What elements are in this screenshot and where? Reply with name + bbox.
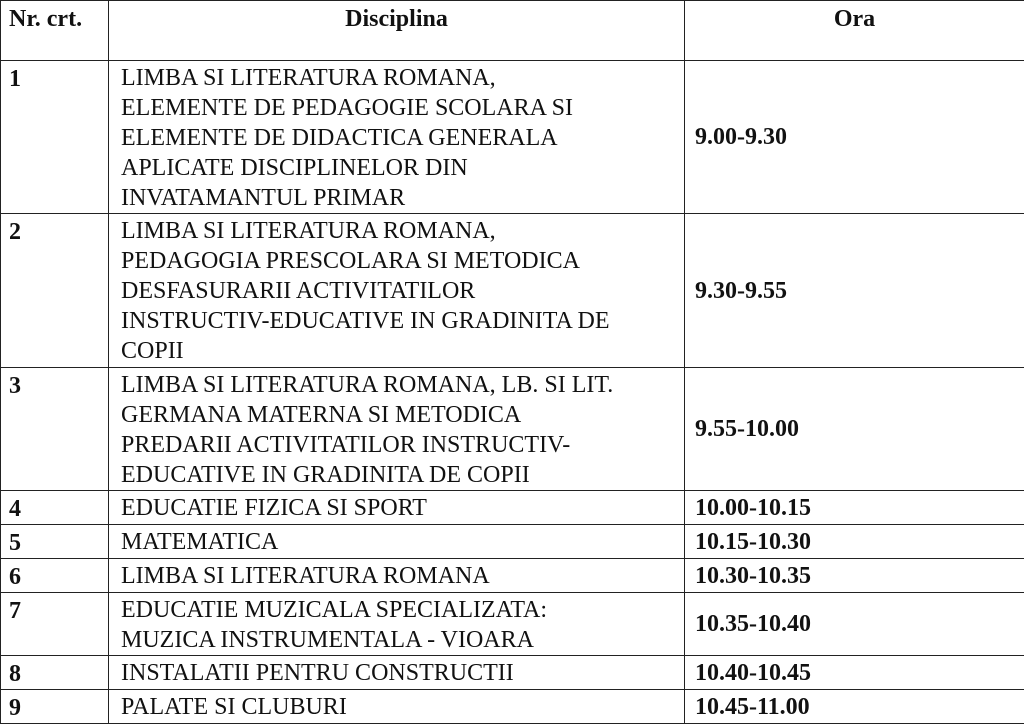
- disciplina-line: EDUCATIE FIZICA SI SPORT: [121, 493, 676, 523]
- table-row: [1, 525, 1024, 559]
- disciplina-line: LIMBA SI LITERATURA ROMANA, LB. SI LIT.: [121, 370, 676, 400]
- disciplina-line: MATEMATICA: [121, 527, 676, 557]
- table-row: [1, 656, 1024, 690]
- disciplina-line: GERMANA MATERNA SI METODICA: [121, 400, 676, 430]
- table-row: [1, 214, 1024, 368]
- table-row: [1, 559, 1024, 593]
- disciplina-line: LIMBA SI LITERATURA ROMANA: [121, 561, 676, 591]
- row-ora: 9.55-10.00: [685, 368, 1024, 491]
- disciplina-line: PALATE SI CLUBURI: [121, 692, 676, 722]
- row-ora: 10.30-10.35: [685, 559, 1024, 593]
- disciplina-line: EDUCATIVE IN GRADINITA DE COPII: [121, 460, 676, 490]
- row-disciplina: [109, 525, 685, 559]
- row-disciplina: [109, 656, 685, 690]
- row-number: 5: [1, 525, 109, 559]
- row-ora: 9.30-9.55: [685, 214, 1024, 368]
- row-number: 4: [1, 491, 109, 525]
- disciplina-line: LIMBA SI LITERATURA ROMANA,: [121, 216, 676, 246]
- table-row: [1, 690, 1024, 724]
- disciplina-line: MUZICA INSTRUMENTALA - VIOARA: [121, 625, 676, 655]
- header-nr-crt: Nr. crt.: [1, 1, 109, 61]
- disciplina-line: INSTRUCTIV-EDUCATIVE IN GRADINITA DE: [121, 306, 676, 336]
- row-number: 1: [1, 61, 109, 214]
- header-row: [1, 1, 1024, 61]
- row-number: 3: [1, 368, 109, 491]
- row-number: 8: [1, 656, 109, 690]
- disciplina-line: EDUCATIE MUZICALA SPECIALIZATA:: [121, 595, 676, 625]
- disciplina-line: DESFASURARII ACTIVITATILOR: [121, 276, 676, 306]
- row-disciplina: [109, 368, 685, 491]
- row-ora: 10.35-10.40: [685, 593, 1024, 656]
- row-disciplina: [109, 61, 685, 214]
- row-disciplina: [109, 690, 685, 724]
- disciplina-line: ELEMENTE DE DIDACTICA GENERALA: [121, 123, 676, 153]
- row-disciplina: [109, 214, 685, 368]
- row-ora: 9.00-9.30: [685, 61, 1024, 214]
- disciplina-line: INSTALATII PENTRU CONSTRUCTII: [121, 658, 676, 688]
- header-disciplina: Disciplina: [109, 1, 685, 61]
- table-row: [1, 368, 1024, 491]
- row-ora: 10.45-11.00: [685, 690, 1024, 724]
- row-number: 6: [1, 559, 109, 593]
- table-row: [1, 593, 1024, 656]
- row-number: 2: [1, 214, 109, 368]
- row-ora: 10.15-10.30: [685, 525, 1024, 559]
- row-ora: 10.00-10.15: [685, 491, 1024, 525]
- disciplina-line: COPII: [121, 336, 676, 366]
- disciplina-line: PEDAGOGIA PRESCOLARA SI METODICA: [121, 246, 676, 276]
- table-row: [1, 61, 1024, 214]
- row-disciplina: [109, 593, 685, 656]
- row-number: 7: [1, 593, 109, 656]
- row-ora: 10.40-10.45: [685, 656, 1024, 690]
- row-number: 9: [1, 690, 109, 724]
- disciplina-line: ELEMENTE DE PEDAGOGIE SCOLARA SI: [121, 93, 676, 123]
- table-row: [1, 491, 1024, 525]
- disciplina-line: LIMBA SI LITERATURA ROMANA,: [121, 63, 676, 93]
- disciplina-line: PREDARII ACTIVITATILOR INSTRUCTIV-: [121, 430, 676, 460]
- disciplina-line: INVATAMANTUL PRIMAR: [121, 183, 676, 213]
- row-disciplina: [109, 559, 685, 593]
- disciplina-line: APLICATE DISCIPLINELOR DIN: [121, 153, 676, 183]
- row-disciplina: [109, 491, 685, 525]
- header-ora: Ora: [685, 1, 1024, 61]
